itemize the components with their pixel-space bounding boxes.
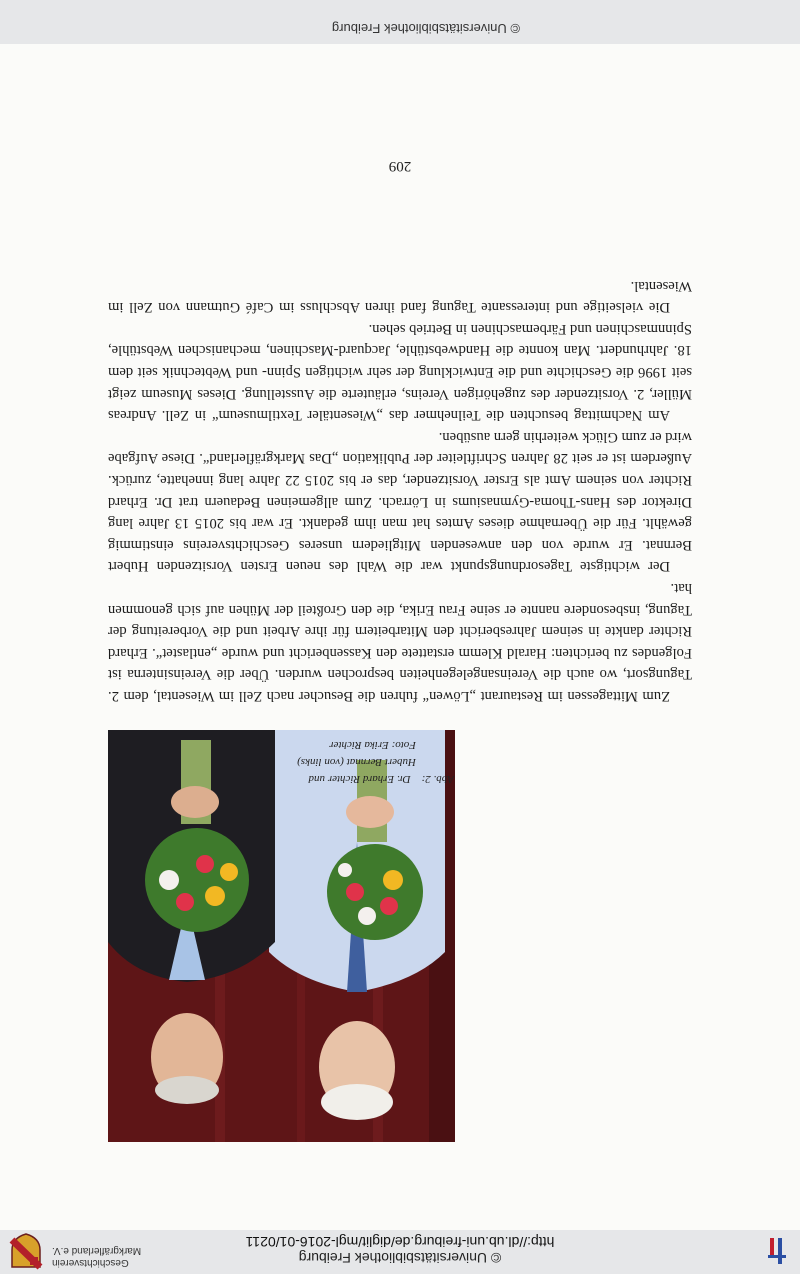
crest-icon xyxy=(8,1232,44,1270)
paragraph-3: Am Nachmittag besuchten die Teilnehmer das „Wiesentäler Textilmuseum“ in Zell. Andreas Müller, 2. Vorsitzender des zugehörigen Vereins, erläuterte die Ausstellung. Dieses Museum zeigt seit 1996 die Geschichte und die Entwicklung der sehr wichtigen Spinn- und Webtechnik seit dem 18. Jahrhundert. Man konnte die Handwebstühle, Jacquard-Maschinen, mechanischen Webstühle, Spinnmaschinen und Färbemaschinen in Betrieb sehen. xyxy=(108,320,692,424)
society-line-2: Markgräflerland e.V. xyxy=(52,1245,142,1256)
ub-logo-icon xyxy=(764,1236,786,1266)
page-number: 209 xyxy=(388,158,412,174)
photo-richter-bernnat xyxy=(108,730,455,1142)
photo-credit: Foto: Erika Richter xyxy=(329,739,416,751)
society-line-1: Geschichtsverein xyxy=(52,1257,129,1268)
article-body xyxy=(108,274,692,706)
paragraph-1: Zum Mittagessen im Restaurant „Löwen“ fuhren die Besucher nach Zell im Wiesental, dem 2. Tagungsort, wo auch die Vereinsangelegenheiten besprochen wurden. Über die Vereinsinterna ist Folgendes zu berichten: Harald Klemm erstattete den Kassenbericht und wurde „entlastet“. Erhard Richter dankte in seinem Jahresbericht den Mitarbeitern für ihre Arbeit und die Vorbereitung der Tagung, insbesondere nannte er seine Frau Erika, die den Großteil der Mühen auf sich genommen hat. xyxy=(108,580,692,704)
caption-label: Abb. 2: xyxy=(421,773,454,785)
footer-copyright: © Universitätsbibliothek Freiburg xyxy=(331,21,520,36)
figure-caption xyxy=(194,736,454,787)
caption-line-2: Hubert Bernnat (von links) xyxy=(297,756,416,768)
source-url-link[interactable]: http://dl.ub.uni-freiburg.de/diglit/mgl-2016-01/0211 xyxy=(245,1234,555,1250)
copyright-notice: © Universitätsbibliothek Freiburg xyxy=(298,1250,502,1266)
header-bar xyxy=(0,1230,800,1274)
society-name xyxy=(52,1244,141,1268)
photo-image xyxy=(108,730,455,1142)
caption-line-1: Dr. Erhard Richter und xyxy=(308,773,411,785)
paragraph-4: Die vielseitige und interessante Tagung fand ihren Abschluss im Café Gutmann von Zell im Wiesental. xyxy=(108,277,692,316)
paragraph-2: Der wichtigste Tagesordnungspunkt war die Wahl des neuen Ersten Vorsitzenden Hubert Bernnat. Er wurde von den anwesenden Mitgliedern unseres Geschichtsvereins einstimmig gewählt. Für die Übernahme dieses Amtes hat man ihm gedankt. Er war bis 2015 13 Jahre lang Direktor des Hans-Thoma-Gymnasiums in Lörrach. Zum allgemeinen Bedauern trat Dr. Erhard Richter von seinem Amt als Erster Vorsitzender, das er bis 2015 22 Jahre lang innehatte, zurück. Außerdem ist er seit 28 Jahren Schriftleiter der Publikation „Das Markgräflerland“. Diese Aufgabe wird er zum Glück weiterhin gern ausüben. xyxy=(108,428,692,575)
